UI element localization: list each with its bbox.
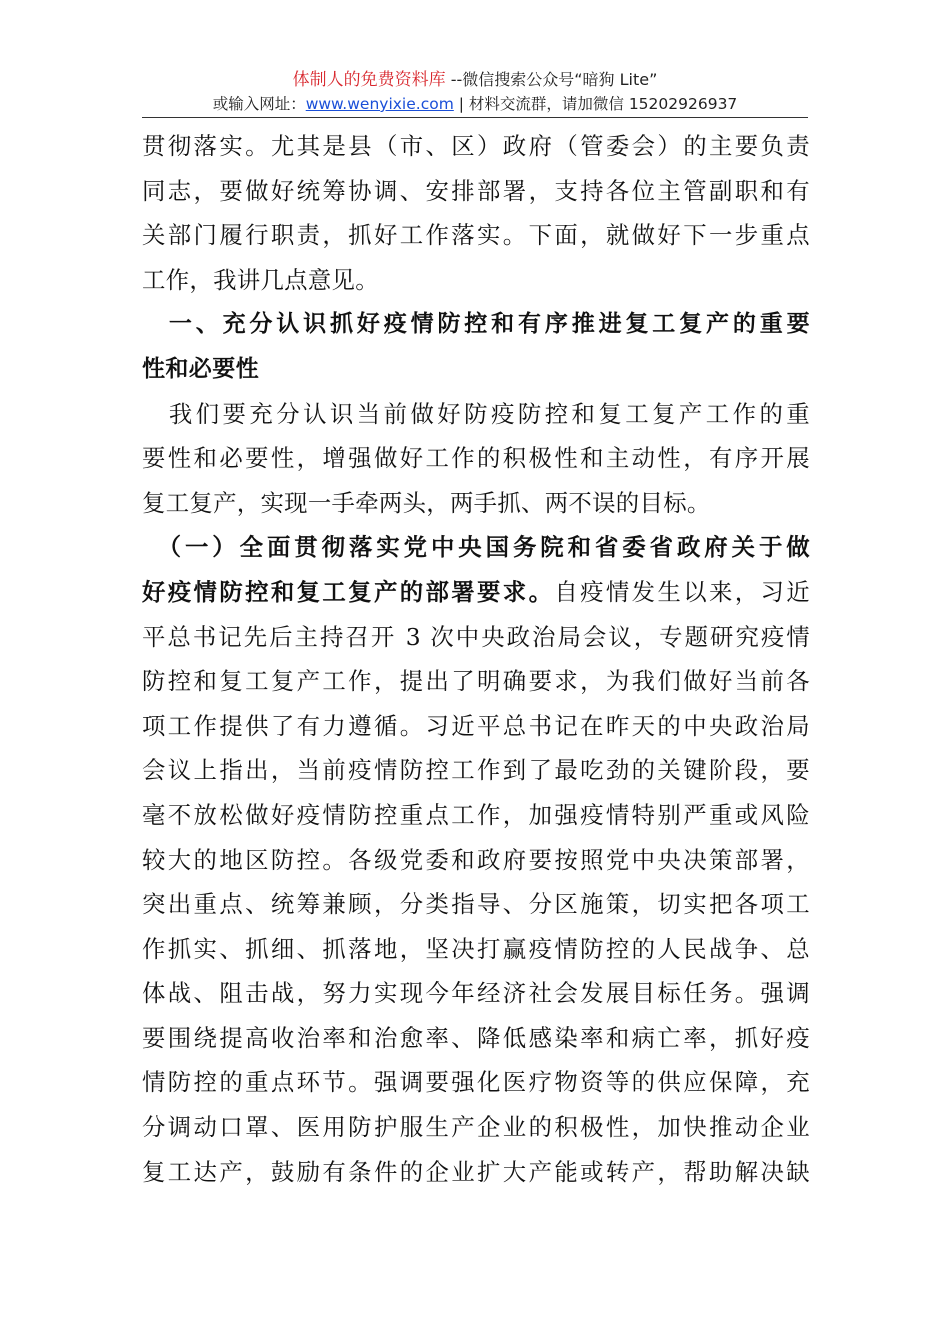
body-line: 要围绕提高收治率和治愈率、降低感染率和病亡率，抓好疫: [142, 1023, 810, 1052]
body-line: 我们要充分认识当前做好防疫防控和复工复产工作的重: [142, 399, 810, 428]
body-line: 分调动口罩、医用防护服生产企业的积极性，加快推动企业: [142, 1113, 810, 1142]
body-line: 工作，我讲几点意见。: [142, 265, 379, 294]
body-line: 同志，要做好统筹协调、安排部署，支持各位主管副职和有: [142, 176, 810, 205]
url-prefix: 或输入网址：: [212, 95, 306, 113]
body-line: 复工达产，鼓励有条件的企业扩大产能或转产，帮助解决缺: [142, 1157, 810, 1186]
header-slogan: --微信搜索公众号“暗狗 Lite”: [445, 70, 658, 89]
body-line: 复工复产，实现一手牵两头，两手抓、两不误的目标。: [142, 488, 711, 517]
body-run: 自疫情发生以来，习近: [554, 577, 810, 606]
body-line: 要性和必要性，增强做好工作的积极性和主动性，有序开展: [142, 444, 810, 473]
website-link[interactable]: www.wenyixie.com: [305, 95, 454, 113]
body-line: 项工作提供了有力遵循。习近平总书记在昨天的中央政治局: [142, 711, 810, 740]
body-line: 毫不放松做好疫情防控重点工作，加强疫情特别严重或风险: [142, 800, 810, 829]
body-line: 贯彻落实。尤其是县（市、区）政府（管委会）的主要负责: [142, 132, 810, 160]
document-body: [142, 124, 810, 1194]
body-line: 突出重点、统筹兼顾，分类指导、分区施策，切实把各项工: [142, 890, 810, 919]
subsection-heading-line-mixed: [142, 570, 810, 615]
section-heading-line: 性和必要性: [142, 355, 259, 382]
contact-info: 材料交流群，请加微信 15202926937: [468, 95, 738, 113]
header-separator: |: [453, 95, 469, 113]
header-divider: [142, 117, 808, 118]
subsection-heading-line: （一）全面贯彻落实党中央国务院和省委省政府关于做: [142, 533, 810, 562]
body-line: 关部门履行职责，抓好工作落实。下面，就做好下一步重点: [142, 221, 810, 250]
header-line-2: [140, 92, 810, 116]
body-line: 作抓实、抓细、抓落地，坚决打赢疫情防控的人民战争、总: [142, 934, 810, 963]
body-line: 情防控的重点环节。强调要强化医疗物资等的供应保障，充: [142, 1068, 810, 1097]
section-heading-line: 一、充分认识抓好疫情防控和有序推进复工复产的重要: [142, 311, 810, 338]
body-line: 防控和复工复产工作，提出了明确要求，为我们做好当前各: [142, 667, 810, 696]
brand-title: 体制人的免费资料库: [292, 70, 446, 90]
subsection-heading-tail: 好疫情防控和复工复产的部署要求。: [142, 577, 555, 606]
body-line: 会议上指出，当前疫情防控工作到了最吃劲的关键阶段，要: [142, 756, 810, 785]
header-line-1: [140, 68, 810, 92]
body-line: 较大的地区防控。各级党委和政府要按照党中央决策部署，: [142, 845, 810, 874]
body-line: 体战、阻击战，努力实现今年经济社会发展目标任务。强调: [142, 979, 810, 1008]
body-line: 平总书记先后主持召开 3 次中央政治局会议，专题研究疫情: [142, 622, 810, 651]
page-header: [140, 68, 810, 116]
